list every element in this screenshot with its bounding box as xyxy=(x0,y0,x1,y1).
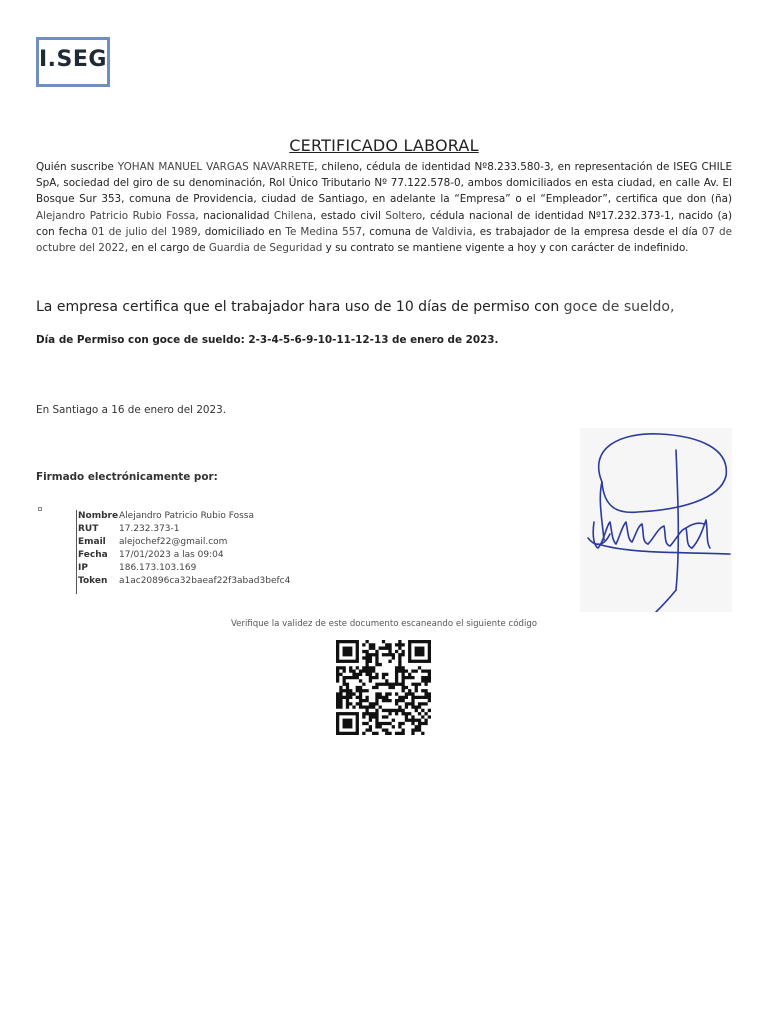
body-text: , chileno, cédula de identidad Nº8.233.580-3, en representación de ISEG CHILE SpA, sociedad del giro de su denominación, Rol Único Tributario Nº 77.122.578-0, ambos domiciliados en esta ciudad, en calle Av. El Bosque Sur 353, comuna de Providencia, ciudad de Santiago, en adelante la “Empresa” o el “Empleador”, certifica que don (ña) xyxy=(36,161,733,206)
statement-text: días de permiso con xyxy=(413,299,564,315)
signer-value: 17.232.373-1 xyxy=(119,524,180,534)
signer-row-email xyxy=(78,536,290,549)
signer-row-token xyxy=(78,575,290,588)
worker-name: Alejandro Patricio Rubio Fossa xyxy=(36,209,196,222)
worker-civil-status: Soltero xyxy=(385,209,423,222)
body-text: , comuna de xyxy=(362,225,433,238)
company-logo xyxy=(36,37,110,87)
body-text: Quién suscribe xyxy=(36,161,118,173)
permit-days-line: Día de Permiso con goce de sueldo: 2-3-4-5-6-9-10-11-12-13 de enero de 2023. xyxy=(36,334,499,346)
signer-details-table xyxy=(76,510,290,594)
leave-days: 10 xyxy=(395,299,414,315)
issue-date-line: En Santiago a 16 de enero del 2023. xyxy=(36,404,227,416)
qr-code-graphic xyxy=(336,640,431,735)
signer-key: Fecha xyxy=(78,550,108,560)
worker-birth-date: 01 de julio del 1989 xyxy=(91,225,198,238)
signer-key: Email xyxy=(78,537,106,547)
verify-instructions: Verifique la validez de este documento escaneando el siguiente código xyxy=(230,619,538,629)
signer-row-date xyxy=(78,549,290,562)
signer-bullet-icon xyxy=(38,507,42,511)
statement-text: La empresa certifica que el trabajador hara uso de xyxy=(36,299,396,315)
leave-statement xyxy=(36,299,674,315)
signer-row-name xyxy=(78,510,290,523)
signature-icon xyxy=(580,428,732,612)
signer-row-rut xyxy=(78,523,290,536)
worker-nationality: Chilena xyxy=(273,209,313,222)
body-text: , es trabajador de la empresa desde el día xyxy=(472,225,702,238)
body-text: , estado civil xyxy=(312,209,386,222)
signer-row-ip xyxy=(78,562,290,575)
signer-value: 186.173.103.169 xyxy=(119,563,197,573)
logo-text: I.SEG xyxy=(39,47,107,72)
signer-value: alejochef22@gmail.com xyxy=(119,537,228,547)
body-text: y su contrato se mantiene vigente a hoy y con carácter de indefinido. xyxy=(322,242,689,255)
worker-position: Guardia de Seguridad xyxy=(208,242,323,255)
representative-name: YOHAN MANUEL VARGAS NAVARRETE xyxy=(117,161,315,173)
worker-start-date: 07 de octubre del 2022 xyxy=(36,225,732,255)
signer-value: 17/01/2023 a las 09:04 xyxy=(119,550,224,560)
signer-value: Alejandro Patricio Rubio Fossa xyxy=(119,511,254,521)
body-text: , en el cargo de xyxy=(124,242,209,255)
body-text: , cédula nacional de identidad Nº17.232.373-1, nacido (a) con fecha xyxy=(36,209,732,238)
signer-key: RUT xyxy=(78,524,99,534)
qr-code-icon[interactable] xyxy=(336,640,431,735)
signer-key: Nombre xyxy=(78,511,119,521)
worker-commune: Valdivia xyxy=(432,225,473,238)
signer-key: Token xyxy=(78,576,108,586)
signer-value: a1ac20896ca32baeaf22f3abad3befc4 xyxy=(119,576,291,586)
worker-address: Te Medina 557 xyxy=(285,225,362,238)
signer-key: IP xyxy=(78,563,88,573)
signed-by-label: Firmado electrónicamente por: xyxy=(36,471,218,483)
certificate-body xyxy=(36,159,732,256)
handwritten-signature-image xyxy=(580,428,732,612)
leave-type: goce de sueldo, xyxy=(563,299,675,315)
body-text: , nacionalidad xyxy=(195,209,274,222)
document-title: CERTIFICADO LABORAL xyxy=(289,136,479,155)
body-text: , domiciliado en xyxy=(197,225,286,238)
